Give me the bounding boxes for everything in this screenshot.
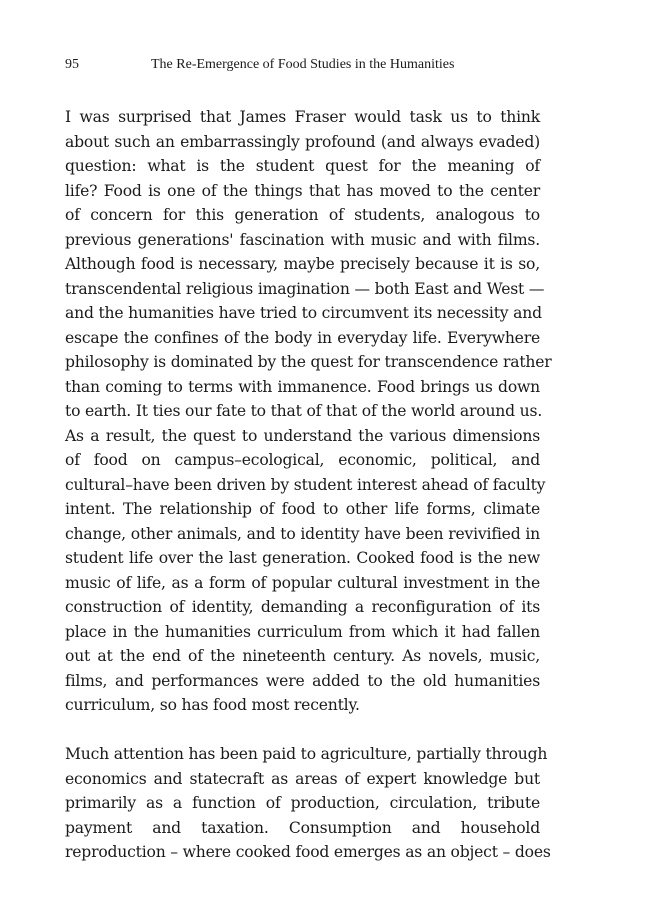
text-line: change, other animals, and to identity have been revivified in [65, 524, 540, 543]
text-line: curriculum, so has food most recently. [65, 696, 360, 714]
paragraph-2 [65, 742, 551, 865]
text-line: out at the end of the nineteenth century. As novels, music, [65, 647, 540, 665]
text-line: and the humanities have tried to circumvent its necessity and [65, 304, 542, 322]
text-line: to earth. It ties our fate to that of that of the world around us. [65, 402, 543, 420]
text-line: payment and taxation. Consumption and household [65, 818, 540, 837]
text-line: primarily as a function of production, circulation, tribute [65, 794, 540, 812]
text-line: I was surprised that James Fraser would task us to think [65, 108, 540, 126]
text-line: transcendental religious imagination — both East and West — [65, 279, 545, 298]
text-line: previous generations' fascination with music and with films. [65, 230, 540, 249]
text-line: escape the confines of the body in everyday life. Everywhere [65, 328, 540, 347]
text-line: about such an embarrassingly profound (and always evaded) [65, 132, 540, 151]
text-line: construction of identity, demanding a reconfiguration of its [65, 598, 540, 616]
text-line: reproduction – where cooked food emerges as an object – does [65, 843, 551, 861]
text-line: of food on campus–ecological, economic, political, and [65, 451, 540, 469]
text-line: intent. The relationship of food to other life forms, climate [65, 500, 540, 518]
text-line: Although food is necessary, maybe precisely because it is so, [65, 255, 540, 273]
text-line: As a result, the quest to understand the various dimensions [65, 426, 540, 445]
text-line: than coming to terms with immanence. Food brings us down [65, 377, 540, 396]
text-line: place in the humanities curriculum from which it had fallen [65, 622, 540, 641]
text-line: films, and performances were added to the old humanities [65, 671, 540, 690]
running-title: The Re-Emergence of Food Studies in the Humanities [151, 57, 455, 72]
text-line: life? Food is one of the things that has moved to the center [65, 181, 540, 200]
body-text [65, 105, 552, 889]
text-line: philosophy is dominated by the quest for transcendence rather [65, 353, 552, 371]
text-line: of concern for this generation of students, analogous to [65, 206, 540, 224]
text-line: question: what is the student quest for the meaning of [65, 157, 540, 175]
running-header [65, 55, 585, 75]
text-line: cultural–have been driven by student interest ahead of faculty [65, 475, 546, 494]
paragraph-1 [65, 105, 552, 718]
text-line: student life over the last generation. Cooked food is the new [65, 549, 540, 567]
text-line: Much attention has been paid to agriculture, partially through [65, 745, 548, 763]
text-line: music of life, as a form of popular cultural investment in the [65, 573, 540, 592]
page-number: 95 [65, 57, 79, 72]
text-line: economics and statecraft as areas of expert knowledge but [65, 769, 540, 788]
